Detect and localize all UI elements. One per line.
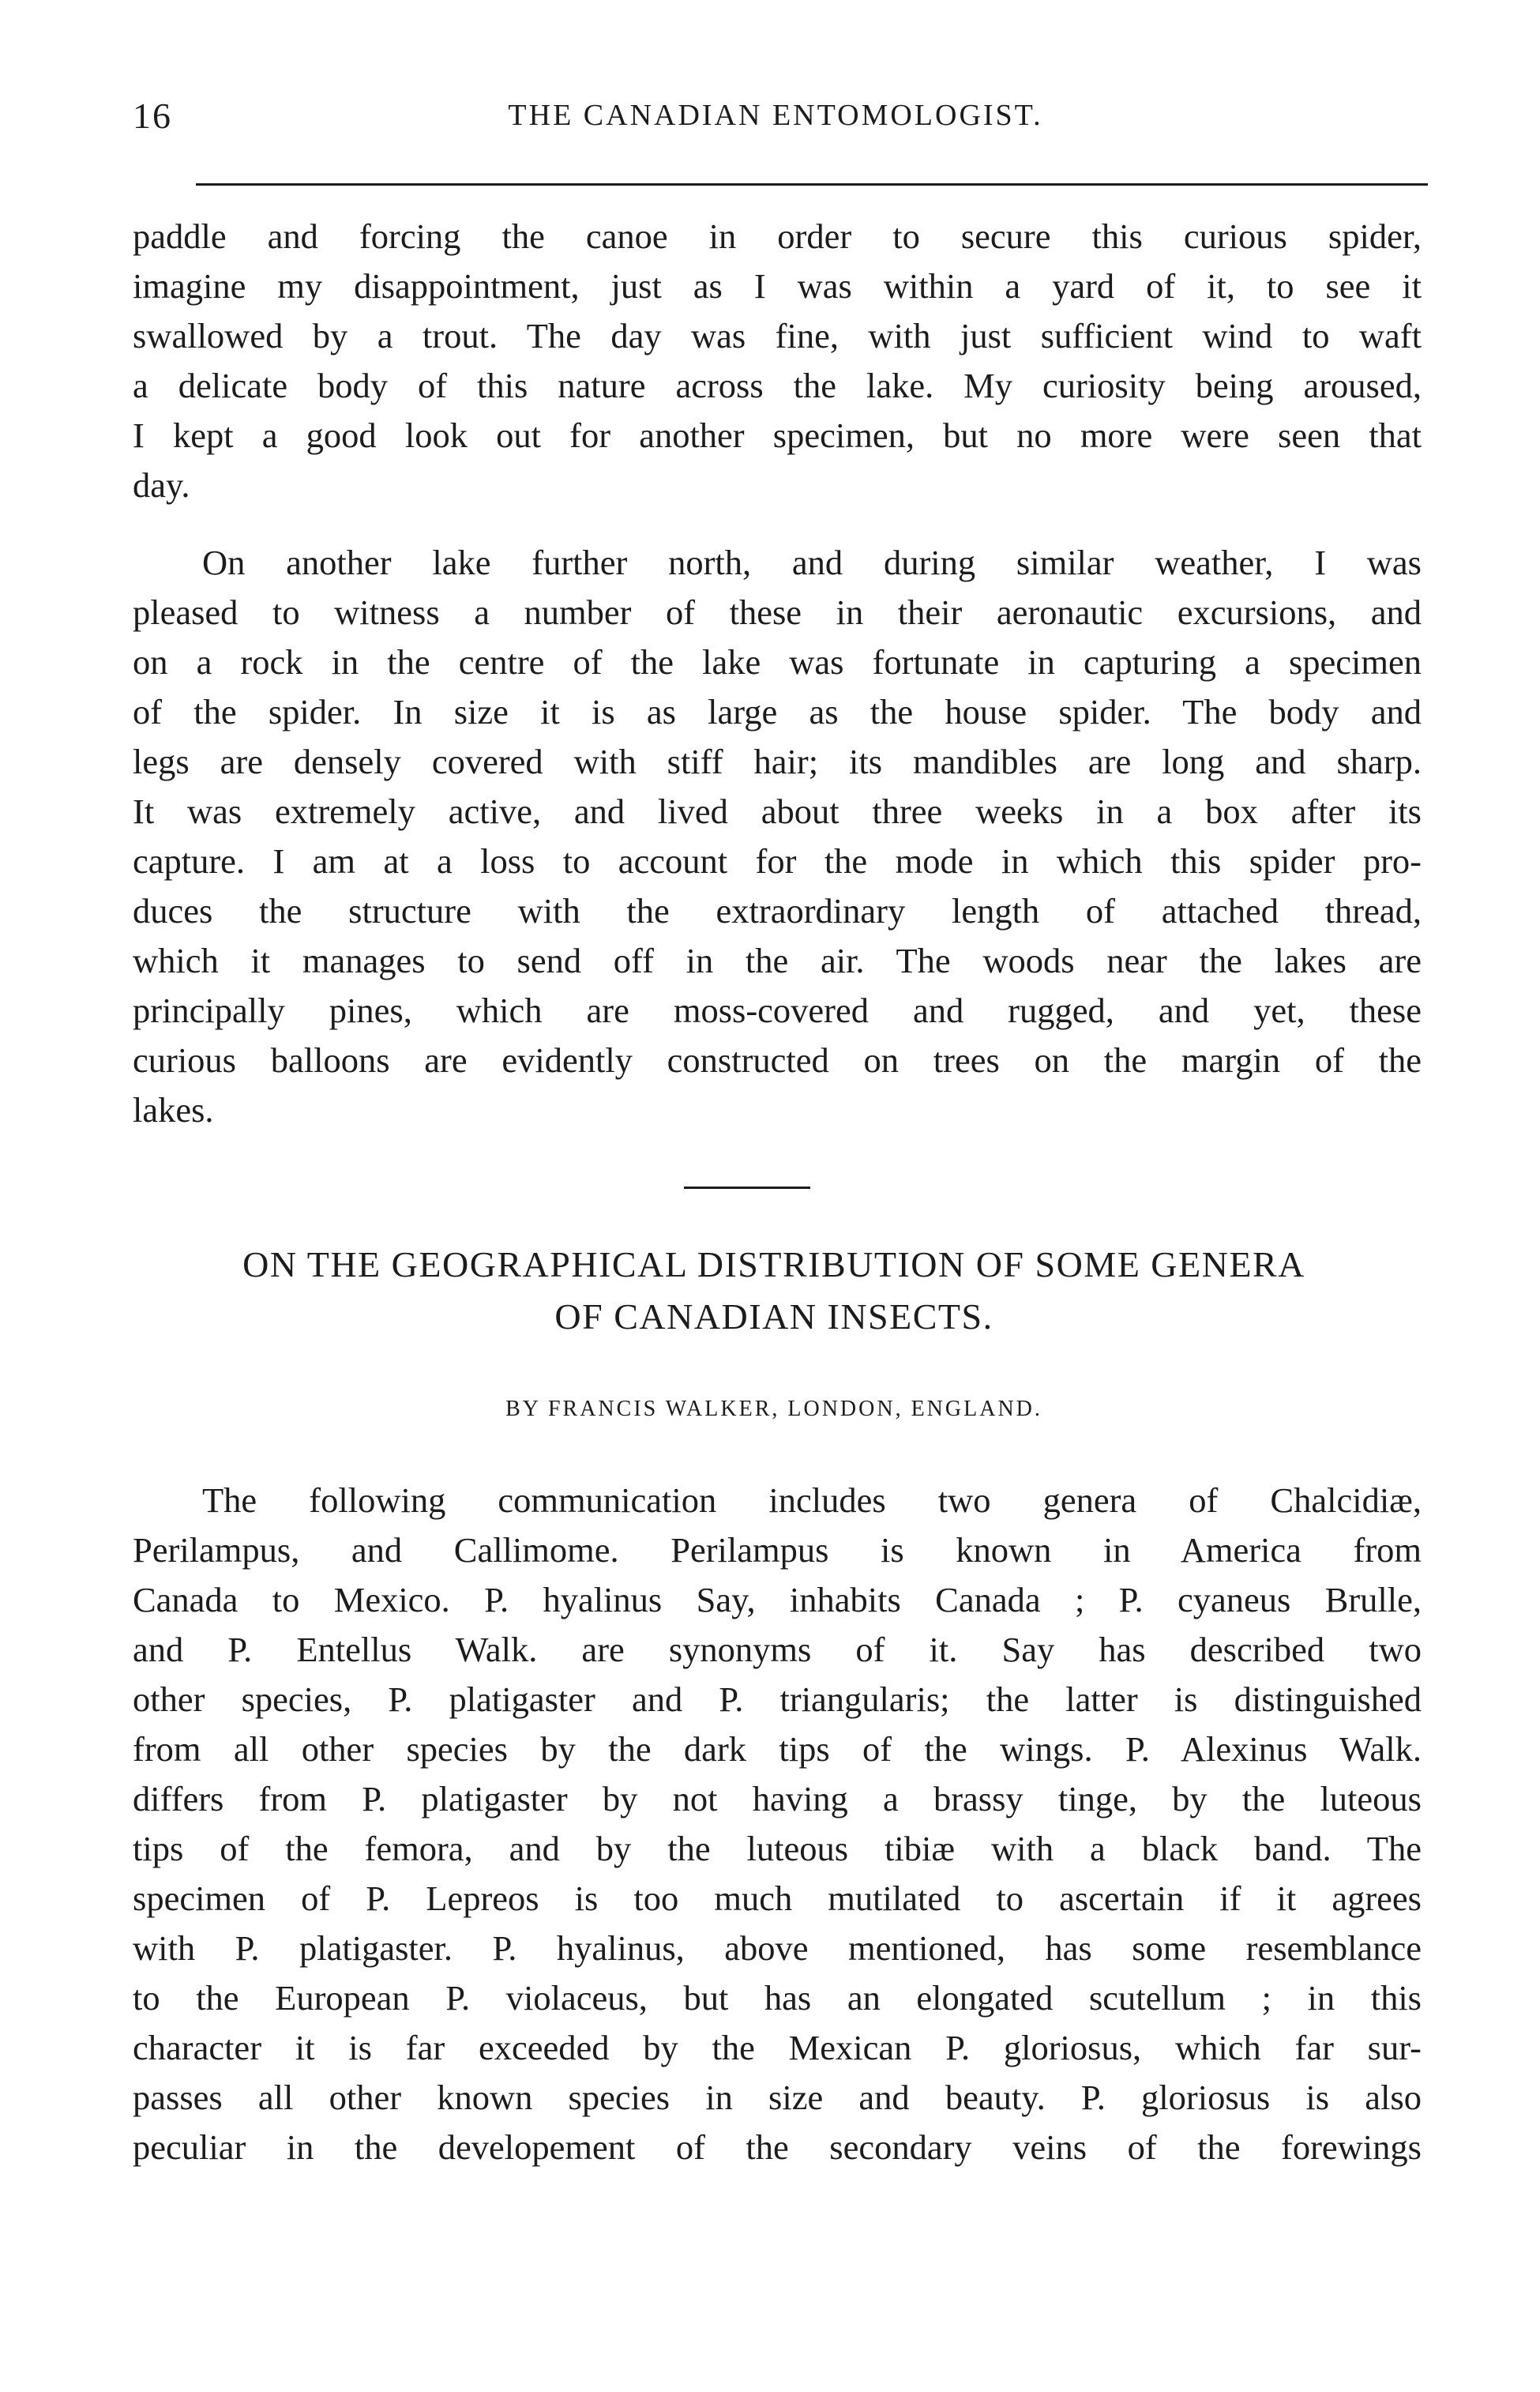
text-line: with P. platigaster. P. hyalinus, above mentioned, has some resemblance (133, 1928, 1422, 1968)
text-line: The following communication includes two genera of Chalcidiæ, (202, 1480, 1422, 1520)
text-line: other species, P. platigaster and P. triangularis; the latter is distinguished (133, 1679, 1422, 1719)
header-rule (196, 183, 1428, 186)
text-line: duces the structure with the extraordinary length of attached thread, (133, 891, 1422, 931)
text-line: lakes. (133, 1090, 214, 1130)
text-line: Perilampus, and Callimome. Perilampus is known in America from (133, 1530, 1422, 1570)
text-line: paddle and forcing the canoe in order to secure this curious spider, (133, 216, 1422, 256)
text-line: I kept a good look out for another specimen, but no more were seen that (133, 416, 1422, 455)
text-line: principally pines, which are moss-covered and rugged, and yet, these (133, 991, 1422, 1030)
text-line: day. (133, 465, 190, 505)
text-line: to the European P. violaceus, but has an elongated scutellum ; in this (133, 1978, 1422, 2018)
text-line: which it manages to send off in the air. The woods near the lakes are (133, 941, 1422, 980)
text-line: pleased to witness a number of these in their aeronautic excursions, and (133, 592, 1422, 632)
second-paragraph (133, 538, 1422, 1135)
text-line: Canada to Mexico. P. hyalinus Say, inhabits Canada ; P. cyaneus Brulle, (133, 1580, 1422, 1619)
text-line: on a rock in the centre of the lake was fortunate in capturing a specimen (133, 642, 1422, 682)
byline: BY FRANCIS WALKER, LONDON, ENGLAND. (505, 1397, 1042, 1421)
article-paragraph (133, 1476, 1422, 2172)
continued-paragraph (133, 212, 1422, 510)
text-line: tips of the femora, and by the luteous tibiæ with a black band. The (133, 1829, 1422, 1868)
text-line: capture. I am at a loss to account for the mode in which this spider pro- (133, 841, 1422, 881)
article-title-line: OF CANADIAN INSECTS. (554, 1296, 993, 1337)
text-line: legs are densely covered with stiff hair; its mandibles are long and sharp. (133, 742, 1422, 781)
text-line: imagine my disappointment, just as I was within a yard of it, to see it (133, 266, 1422, 306)
text-line: passes all other known species in size and beauty. P. gloriosus is also (133, 2078, 1422, 2117)
text-line: of the spider. In size it is as large as the house spider. The body and (133, 692, 1422, 732)
page-number: 16 (133, 96, 172, 136)
text-line: character it is far exceeded by the Mexican P. gloriosus, which far sur- (133, 2028, 1422, 2067)
text-line: from all other species by the dark tips of the wings. P. Alexinus Walk. (133, 1729, 1422, 1769)
text-line: swallowed by a trout. The day was fine, with just sufficient wind to waft (133, 316, 1422, 355)
page-header (133, 95, 1418, 150)
text-line: differs from P. platigaster by not having a brassy tinge, by the luteous (133, 1779, 1422, 1818)
section-divider (684, 1187, 810, 1189)
text-line: and P. Entellus Walk. are synonyms of it. Say has described two (133, 1630, 1422, 1669)
text-line: curious balloons are evidently constructed on trees on the margin of the (133, 1040, 1422, 1080)
text-line: specimen of P. Lepreos is too much mutilated to ascertain if it agrees (133, 1879, 1422, 1918)
text-line: peculiar in the developement of the secondary veins of the forewings (133, 2127, 1422, 2167)
text-line: On another lake further north, and during similar weather, I was (202, 543, 1422, 582)
article-title-line: ON THE GEOGRAPHICAL DISTRIBUTION OF SOME GENERA (242, 1244, 1305, 1284)
text-line: It was extremely active, and lived about three weeks in a box after its (133, 792, 1422, 831)
text-line: a delicate body of this nature across the lake. My curiosity being aroused, (133, 366, 1422, 405)
running-title: THE CANADIAN ENTOMOLOGIST. (508, 99, 1043, 132)
article-title (118, 1239, 1429, 1343)
